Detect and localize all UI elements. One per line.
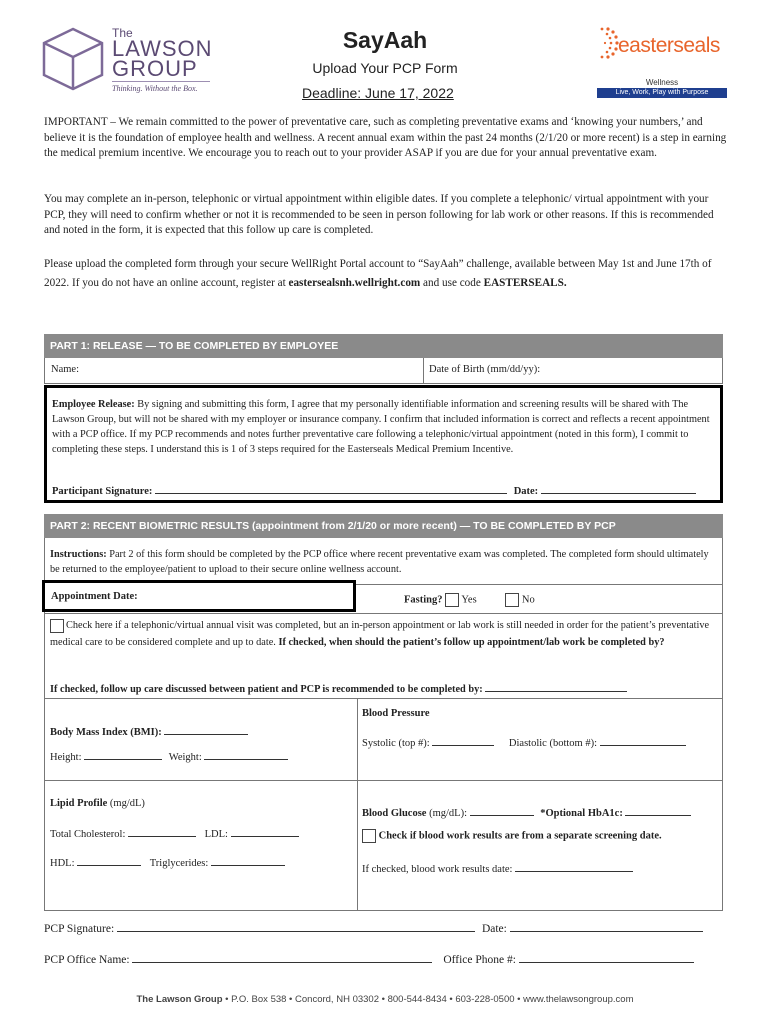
hdl-row [50, 854, 285, 869]
fasting-row [404, 593, 535, 607]
blood-pressure-label: Blood Pressure [362, 708, 430, 719]
results-date-field[interactable] [515, 860, 633, 872]
easterseals-tagline: Live, Work, Play with Purpose [597, 88, 727, 98]
triglycerides-label: Triglycerides: [149, 858, 209, 869]
release-title: Employee Release: [52, 399, 135, 410]
virtual-visit-question: If checked, when should the patient’s follow up appointment/lab work be completed by? [278, 637, 665, 648]
blood-glucose-field[interactable] [470, 804, 534, 816]
weight-label: Weight: [168, 752, 202, 763]
systolic-field[interactable] [432, 734, 494, 746]
part1-heading: PART 1: RELEASE — TO BE COMPLETED BY EMPLOYEE [44, 334, 723, 358]
code-value: EASTERSEALS. [483, 277, 567, 289]
followup-label: If checked, follow up care discussed between patient and PCP is recommended to be completed by: [50, 684, 483, 695]
virtual-visit-text: Check here if a telephonic/virtual annual visit was completed, but an in-person appointment or lab work is still needed in order for the patient’s preventative medical care to be considered complete and up to date. [50, 620, 710, 648]
bmi-field[interactable] [164, 723, 248, 735]
participant-signature-row [52, 482, 696, 497]
followup-date-field[interactable] [485, 680, 627, 692]
hdl-field[interactable] [77, 854, 141, 866]
pcp-office-field[interactable] [132, 951, 432, 963]
bmi-row [50, 723, 248, 738]
form-deadline: Deadline: June 17, 2022 [302, 85, 454, 101]
cholesterol-row [50, 825, 299, 840]
part1-section [44, 334, 723, 384]
pcp-date-label: Date: [481, 923, 507, 935]
form-title: SayAah [342, 27, 428, 53]
instructions-text [50, 547, 716, 577]
dob-label: Date of Birth (mm/dd/yy): [429, 364, 541, 375]
part2-section [44, 514, 723, 911]
part2-heading: PART 2: RECENT BIOMETRIC RESULTS (appointment from 2/1/20 or more recent) — TO BE COMPLETED BY PCP [44, 514, 723, 538]
followup-row [50, 680, 627, 695]
hba1c-field[interactable] [625, 804, 691, 816]
form-subtitle: Upload Your PCP Form [312, 60, 458, 76]
pcp-signature-row [44, 920, 703, 935]
pcp-signature-field[interactable] [117, 920, 475, 932]
lipid-profile-heading [50, 798, 145, 809]
hdl-label: HDL: [50, 858, 75, 869]
easterseals-wellness: Wellness [645, 78, 679, 87]
logo-lawson: LAWSON [112, 36, 213, 61]
logo-the: The [112, 26, 133, 40]
part1-name-row [44, 358, 723, 384]
total-cholesterol-field[interactable] [128, 825, 196, 837]
separate-screening-checkbox[interactable] [362, 829, 376, 843]
footer-company: The Lawson Group [136, 994, 223, 1005]
glucose-row [362, 804, 691, 819]
release-text [52, 397, 714, 457]
results-date-row [362, 860, 633, 875]
pcp-date-field[interactable] [510, 920, 703, 932]
bmi-label: Body Mass Index (BMI): [50, 727, 162, 738]
separate-screening-label: Check if blood work results are from a separate screening date. [378, 830, 662, 842]
footer-contact: • P.O. Box 538 • Concord, NH 03302 • 800-544-8434 • 603-228-0500 • www.thelawsongroup.com [222, 994, 634, 1005]
instructions-body: Part 2 of this form should be completed by the PCP office where recent preventative exam was completed. The completed form should ultimately be returned to the employee/patient to upload to their secure online wellness account. [50, 549, 709, 575]
participant-date-field[interactable] [541, 482, 696, 494]
office-phone-field[interactable] [519, 951, 694, 963]
height-label: Height: [50, 752, 82, 763]
pcp-office-row [44, 951, 694, 966]
participant-signature-label: Participant Signature: [52, 486, 153, 497]
ldl-label: LDL: [204, 829, 228, 840]
weight-field[interactable] [204, 748, 288, 760]
fasting-yes-checkbox[interactable] [445, 593, 459, 607]
upload-text: Please upload the completed form through your secure WellRight Portal account to “SayAah” challenge, available between May 1st and June 17th of 2022. If you do not have an online account, register at [44, 258, 712, 289]
diastolic-label: Diastolic (bottom #): [508, 738, 597, 749]
portal-link[interactable]: eastersealsnh.wellright.com [288, 277, 421, 289]
footer [0, 994, 770, 1005]
employee-release-box [44, 385, 723, 503]
blood-glucose-unit: (mg/dL): [426, 808, 468, 819]
easterseals-logo [597, 24, 732, 99]
virtual-visit-row [50, 617, 716, 651]
lipid-profile-label: Lipid Profile [50, 798, 108, 809]
participant-date-label: Date: [513, 486, 539, 497]
lipid-profile-unit: (mg/dL) [107, 798, 145, 809]
appointment-date-label: Appointment Date: [51, 591, 138, 602]
cube-icon [40, 26, 106, 92]
results-date-label: If checked, blood work results date: [362, 864, 513, 875]
easterseals-name: easterseals [618, 34, 720, 57]
hba1c-label: *Optional HbA1c: [540, 808, 623, 819]
instructions-title: Instructions: [50, 549, 107, 560]
logo-divider [112, 81, 210, 82]
ldl-field[interactable] [231, 825, 299, 837]
name-label: Name: [51, 364, 79, 375]
pcp-office-label: PCP Office Name: [44, 954, 130, 966]
release-body: By signing and submitting this form, I agree that my personally identifiable information and screening results will be shared with The Lawson Group, but will not be shared with my employer or insurance company. I confirm that included information is correct and reflects a recent appointment with a PCP office. If my PCP recommends and notes further preventative care following a telephonic/virtual appointment (noted in this form), I commit to completing these steps. I understand this is 1 of 3 steps required for the Easterseals Medical Premium Incentive. [52, 399, 710, 455]
systolic-label: Systolic (top #): [362, 738, 430, 749]
logo-group: GROUP [112, 56, 198, 81]
height-weight-row [50, 748, 288, 763]
participant-signature-field[interactable] [155, 482, 507, 494]
intro-paragraph-important: IMPORTANT – We remain committed to the power of preventative care, such as completing preventative exams and ‘knowing your numbers,’ and believe it is the foundation of employee health and wellness. A recent annual exam within the past 24 months (2/1/20 or more recent) is a step in earning the medical premium incentive. We encourage you to reach out to your provider ASAP if you are due for your annual preventative exam. [44, 116, 727, 159]
pcp-signature-label: PCP Signature: [44, 923, 115, 935]
intro-paragraph-appointments: You may complete an in-person, telephonic or virtual appointment within eligible dates. If you complete a telephonic/ virtual appointment with your PCP, they will need to confirm whether or not it is recommended to be seen in person following for lab work or other reasons. If this is recommended and noted in the form, it is expected that this follow up care is completed. [44, 193, 714, 236]
blood-pressure-row [362, 734, 686, 749]
code-text: and use code [420, 277, 484, 289]
virtual-visit-checkbox[interactable] [50, 619, 64, 633]
fasting-yes-label: Yes [461, 594, 477, 606]
triglycerides-field[interactable] [211, 854, 285, 866]
fasting-label: Fasting? [404, 594, 443, 606]
total-cholesterol-label: Total Cholesterol: [50, 829, 126, 840]
intro-paragraph-upload [44, 255, 728, 293]
appointment-date-box[interactable] [42, 580, 356, 612]
office-phone-label: Office Phone #: [443, 954, 516, 966]
blood-glucose-label: Blood Glucose [362, 808, 427, 819]
fasting-no-checkbox[interactable] [505, 593, 519, 607]
fasting-no-label: No [521, 594, 535, 606]
height-field[interactable] [84, 748, 162, 760]
logo-tagline: Thinking. Without the Box. [112, 84, 198, 93]
lawson-group-logo [40, 24, 215, 94]
diastolic-field[interactable] [600, 734, 686, 746]
separate-screening-row [362, 829, 662, 843]
